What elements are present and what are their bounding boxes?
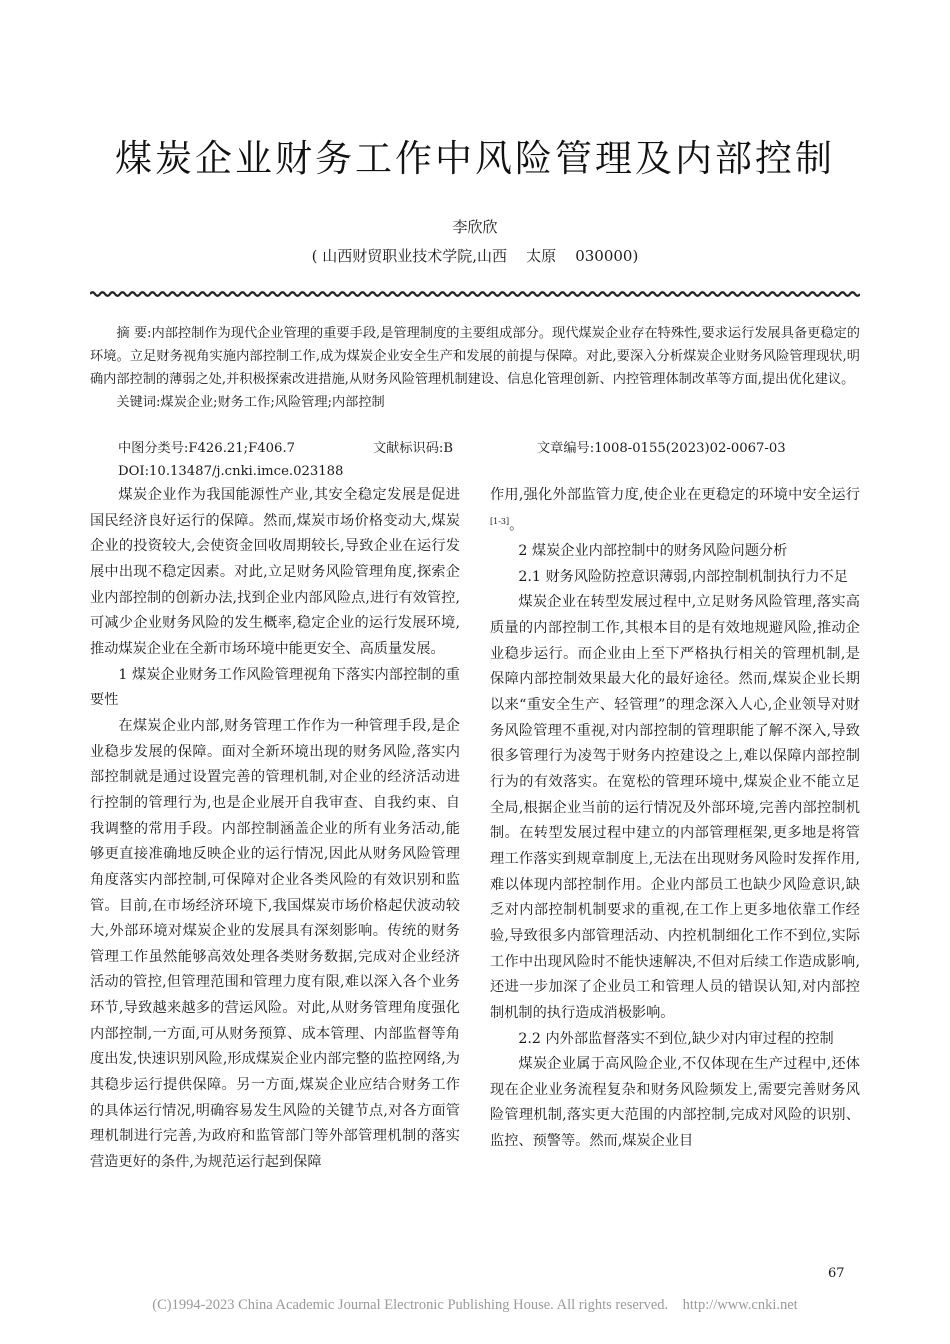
clc-number: 中图分类号:F426.21;F406.7 [118, 441, 296, 456]
paper-title: 煤炭企业财务工作中风险管理及内部控制 [115, 137, 835, 180]
intro-paragraph: 煤炭企业作为我国能源性产业,其安全稳定发展是促进国民经济良好运行的保障。然而,煤炭市场价格变动大,煤炭企业的投资较大,会使资金回收周期较长,导致企业在运行发展中出现不稳定因素。对此,立足财务风险管理角度,探索企业内部控制的创新办法,找到企业内部风险点,进行有效管控,可减少企业财务风险的发生概率,稳定企业的运行发展环境,推动煤炭企业在全新市场环境中能更安全、高质量发展。 [90, 487, 460, 657]
continued-text-end: 。 [509, 517, 524, 534]
continued-paragraph [490, 483, 860, 539]
page-number: 67 [828, 1266, 845, 1281]
keywords-line: 关键词:煤炭企业;财务工作;风险管理;内部控制 [116, 395, 385, 410]
subsection-heading-2-1: 2.1 财务风险防控意识薄弱,内部控制机制执行力不足 [518, 568, 848, 585]
continued-text: 作用,强化外部监管力度,使企业在更稳定的环境中安全运行 [490, 487, 860, 503]
author-name: 李欣欣 [452, 218, 498, 236]
abstract-block [90, 322, 860, 414]
section-heading-2: 2 煤炭企业内部控制中的财务风险问题分析 [518, 543, 788, 560]
author-affiliation: ( 山西财贸职业技术学院,山西 太原 030000) [311, 247, 639, 265]
section-heading-1: 1 煤炭企业财务工作风险管理视角下落实内部控制的重要性 [90, 666, 460, 709]
subsection-2-2-paragraph: 煤炭企业属于高风险企业,不仅体现在生产过程中,还体现在企业业务流程复杂和财务风险频发上,需要完善财务风险管理机制,落实更大范围的内部控制,完成对风险的识别、监控、预警等。然而,煤炭企业目 [490, 1056, 860, 1150]
subsection-2-1-paragraph: 煤炭企业在转型发展过程中,立足财务风险管理,落实高质量的内部控制工作,其根本目的是有效地规避风险,推动企业稳步运行。而企业由上至下严格执行相关的管理机制,是保障内部控制效果最大化的最好途径。然而,煤炭企业长期以来“重安全生产、轻管理”的理念深入人心,企业领导对财务风险管理不重视,对内部控制的管理职能了解不深入,导致很多管理行为凌驾于财务内控建设之上,难以保障内部控制行为的有效落实。在宽松的管理环境中,煤炭企业不能立足全局,根据企业当前的运行情况及外部环境,完善内部控制机制。在转型发展过程中建立的内部管理框架,更多地是将管理工作落实到规章制度上,无法在出现财务风险时发挥作用,难以体现内部控制作用。企业内部员工也缺少风险意识,缺乏对内部控制机制要求的重视,在工作上更多地依靠工作经验,导致很多内部管理活动、内控机制细化工作不到位,实际工作中出现风险时不能快速解决,不但对后续工作造成影响,还进一步加深了企业员工和管理人员的错误认知,对内部控制机制的执行造成消极影响。 [490, 594, 860, 1021]
right-column [490, 483, 860, 1155]
doi-line: DOI:10.13487/j.cnki.imce.023188 [118, 464, 344, 479]
article-number: 文章编号:1008-0155(2023)02-0067-03 [537, 441, 786, 456]
left-column [90, 483, 460, 1176]
subsection-heading-2-2: 2.2 内外部监督落实不到位,缺少对内审过程的控制 [518, 1030, 834, 1047]
decorative-wavy-divider [90, 289, 860, 299]
copyright-footer: (C)1994-2023 China Academic Journal Electronic Publishing House. All rights reserved. http://www.cnki.net [152, 1297, 798, 1313]
abstract-text: 摘 要:内部控制作为现代企业管理的重要手段,是管理制度的主要组成部分。现代煤炭企业存在特殊性,要求运行发展具备更稳定的环境。立足财务视角实施内部控制工作,成为煤炭企业安全生产和发展的前提与保障。对此,要深入分析煤炭企业财务风险管理现状,明确内部控制的薄弱之处,并积极探索改进措施,从财务风险管理机制建设、信息化管理创新、内控管理体制改革等方面,提出优化建议。 [90, 326, 860, 387]
citation-marker: [1-3] [490, 516, 510, 526]
document-code: 文献标识码:B [373, 441, 454, 456]
section-1-paragraph: 在煤炭企业内部,财务管理工作作为一种管理手段,是企业稳步发展的保障。面对全新环境出现的财务风险,落实内部控制就是通过设置完善的管理机制,对企业的经济活动进行控制的管理行为,也是企业展开自我审查、自我约束、自我调整的常用手段。内部控制涵盖企业的所有业务活动,能够更直接准确地反映企业的运行情况,因此从财务风险管理角度落实内部控制,可保障对企业各类风险的有效识别和监管。目前,在市场经济环境下,我国煤炭市场价格起伏波动较大,外部环境对煤炭企业的发展具有深刻影响。传统的财务管理工作虽然能够高效处理各类财务数据,完成对企业经济活动的管控,但管理范围和管理力度有限,难以深入各个业务环节,导致越来越多的营运风险。对此,从财务管理角度强化内部控制,一方面,可从财务预算、成本管理、内部监督等角度出发,快速识别风险,形成煤炭企业内部完整的监控网络,为其稳步运行提供保障。另一方面,煤炭企业应结合财务工作的具体运行情况,明确容易发生风险的关键节点,对各方面管理机制进行完善,为政府和监管部门等外部管理机制的落实营造更好的条件,为规范运行起到保障 [90, 717, 460, 1171]
